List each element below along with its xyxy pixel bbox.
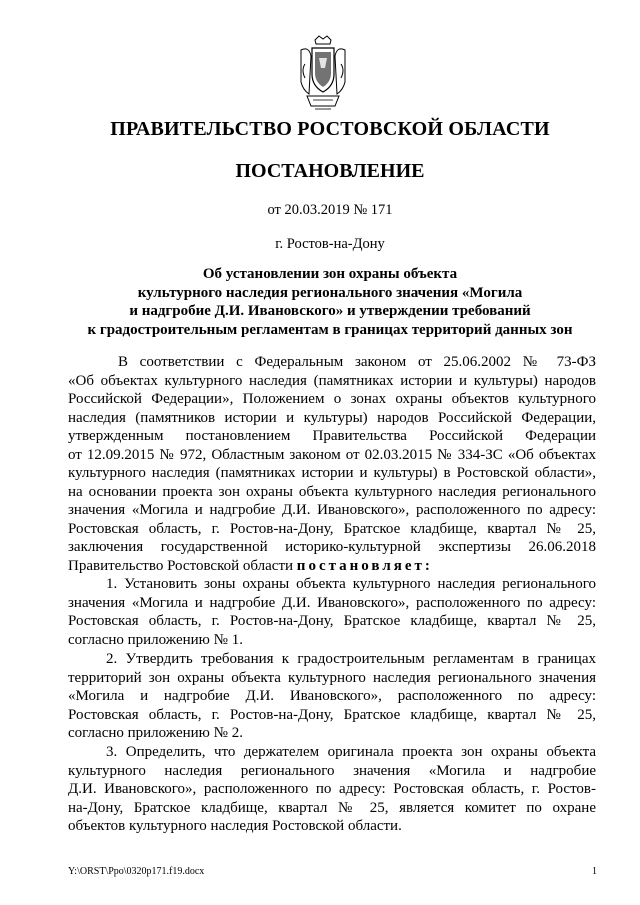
text-line: согласно приложению № 1. [68, 631, 243, 648]
text-line: значения «Могила и надгробие Д.И. Ивановского», расположенного по адресу: [68, 594, 596, 611]
page-number: 1 [592, 866, 597, 877]
text-line: В соответствии с Федеральным законом от 25.06.2002 № 73-ФЗ [118, 354, 596, 370]
document-title [60, 265, 600, 339]
title-line: культурного наследия регионального значения «Могила [137, 284, 523, 301]
footer-file-path: Y:\ORST\Ppo\0320p171.f19.docx [68, 866, 205, 877]
item-3-paragraph [68, 743, 596, 836]
text-line: «Могила и надгробие Д.И. Ивановского», расположенного по адресу: [68, 688, 596, 704]
text-line: на-Дону, Братское кладбище, квартал № 25, является комитет по охране [68, 799, 596, 816]
text-line: объектов культурного наследия Ростовской области. [68, 818, 402, 834]
text-line-part: Правительство Ростовской области [68, 557, 294, 574]
coat-of-arms-icon [295, 34, 351, 112]
text-line: Ростовская область, г. Ростов-на-Дону, Братское кладбище, квартал № 25, [68, 706, 596, 723]
text-line: Ростовская область, г. Ростов-на-Дону, Братское кладбище, квартал № 25, [68, 613, 596, 629]
title-line: и надгробие Д.И. Ивановского» и утверждении требований [129, 303, 531, 319]
text-line: утвержденным постановлением Правительства Российской Федерации [68, 428, 596, 444]
title-line: к градостроительным регламентам в границах территорий данных зон [87, 321, 573, 338]
text-line: «Об объектах культурного наследия (памятниках истории и культуры) народов [68, 372, 596, 389]
text-line: на основании проекта зон охраны объекта культурного наследия регионального [68, 483, 596, 500]
text-line: Российской Федерации», Положением о зонах охраны объектов культурного [68, 391, 596, 407]
text-line: Д.И. Ивановского», расположенного по адресу: Ростовская область, г. Ростов- [68, 781, 596, 797]
preamble-paragraph [68, 353, 596, 575]
text-line: от 12.09.2015 № 972, Областным законом от 02.03.2015 № 334-ЗС «Об объектах [68, 446, 596, 463]
text-line: культурного наследия регионального значения «Могила и надгробие [68, 762, 596, 779]
item-2-paragraph [68, 650, 596, 743]
item-1-paragraph [68, 575, 596, 649]
text-line: территорий зон охраны объекта культурного наследия регионального значения [68, 669, 596, 686]
government-name: ПРАВИТЕЛЬСТВО РОСТОВСКОЙ ОБЛАСТИ [110, 118, 550, 140]
city: г. Ростов-на-Дону [275, 236, 385, 252]
text-line: 2. Утвердить требования к градостроительным регламентам в границах [106, 651, 596, 667]
text-line: 1. Установить зоны охраны объекта культурного наследия регионального [106, 576, 596, 592]
text-line: Ростовская область, г. Ростов-на-Дону, Братское кладбище, квартал № 25, [68, 520, 596, 537]
text-line: наследия (памятников истории и культуры) народов Российской Федерации, [68, 409, 596, 426]
text-line: 3. Определить, что держателем оригинала проекта зон охраны объекта [106, 744, 596, 760]
text-line: согласно приложению № 2. [68, 725, 243, 741]
text-line: культурного наследия (памятниках истории и культуры) в Ростовской области», [68, 465, 596, 481]
text-line [68, 557, 596, 576]
text-line: заключения государственной историко-культурной экспертизы 26.06.2018 [68, 539, 596, 555]
text-line: значения «Могила и надгробие Д.И. Ивановского», расположенного по адресу: [68, 502, 596, 518]
document-type: ПОСТАНОВЛЕНИЕ [235, 160, 425, 182]
title-line: Об установлении зон охраны объекта [202, 266, 458, 282]
date-number: от 20.03.2019 № 171 [267, 202, 393, 218]
resolves-word: постановляет: [296, 557, 433, 574]
